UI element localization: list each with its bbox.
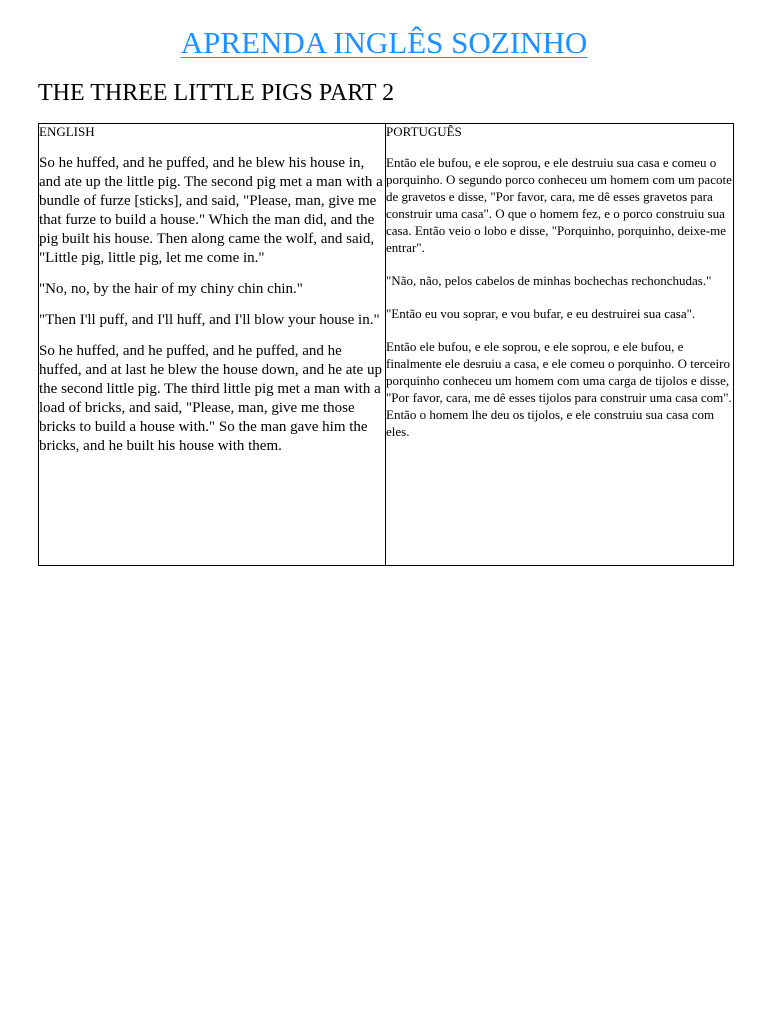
portuguese-paragraph-1: Então ele bufou, e ele soprou, e ele destruiu sua casa e comeu o porquinho. O segundo porco conheceu um homem com um pacote de gravetos e disse, "Por favor, cara, me dê esses gravetos para construir uma casa". O que o homem fez, e o porco construiu sua casa. Então veio o lobo e disse, "Porquinho, porquinho, deixe-me entrar". — [386, 155, 732, 255]
portuguese-heading: PORTUGUÊS — [386, 124, 462, 139]
english-paragraph-2: "No, no, by the hair of my chiny chin chin." — [39, 281, 303, 297]
bilingual-table — [38, 123, 734, 566]
portuguese-paragraph-3: "Então eu vou soprar, e vou bufar, e eu destruirei sua casa". — [386, 306, 696, 321]
portuguese-paragraph-4: Então ele bufou, e ele soprou, e ele soprou, e ele bufou, e finalmente ele desruiu a casa, e ele comeu o porquinho. O terceiro porquinho conheceu um homem com uma carga de tijolos e disse, "Por favor, cara, me dê esses tijolos para construir uma casa com". Então o homem lhe deu os tijolos, e ele construiu sua casa com eles. — [386, 339, 732, 439]
english-paragraph-1: So he huffed, and he puffed, and he blew his house in, and ate up the little pig. The second pig met a man with a bundle of furze [sticks], and said, "Please, man, give me that furze to build a house." Which the man did, and the pig built his house. Then along came the wolf, and said, "Little pig, little pig, let me come in." — [39, 155, 383, 266]
portuguese-paragraph-2: "Não, não, pelos cabelos de minhas bochechas rechonchudas." — [386, 273, 712, 288]
english-column — [39, 124, 386, 566]
english-paragraph-3: "Then I'll puff, and I'll huff, and I'll blow your house in." — [39, 312, 380, 328]
portuguese-column — [386, 124, 734, 566]
english-paragraph-4: So he huffed, and he puffed, and he puffed, and he huffed, and at last he blew the house down, and he ate up the second little pig. The third little pig met a man with a load of bricks, and said, "Please, man, give me those bricks to build a house with." So the man gave him the bricks, and he built his house with them. — [39, 343, 382, 454]
english-heading: ENGLISH — [39, 124, 95, 139]
site-title — [0, 24, 768, 62]
site-title-link[interactable]: APRENDA INGLÊS SOZINHO — [180, 25, 588, 60]
table-row — [39, 124, 734, 566]
page-title: THE THREE LITTLE PIGS PART 2 — [38, 80, 395, 106]
